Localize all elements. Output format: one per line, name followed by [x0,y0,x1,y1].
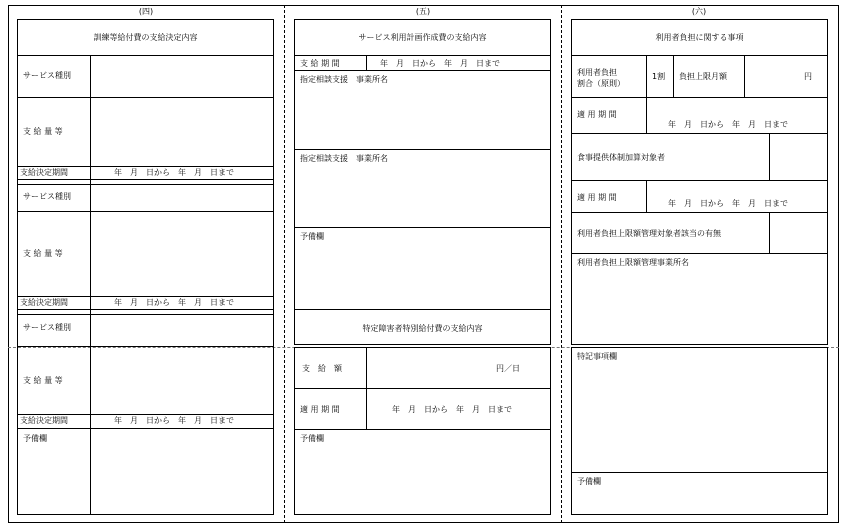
cap-management-label: 利用者負担上限額管理対象者該当の有無 [577,229,721,238]
payment-period-label: 支 給 期 間 [300,59,340,68]
yen-per-day: 円／日 [496,364,520,373]
apply-period-dates: 年 月 日から 年 月 日まで [668,199,788,208]
decision-period-label: 支給決定期間 [20,416,68,425]
consultation-office-label: 指定相談支援 事業所名 [300,75,388,84]
ratio-value: 1割 [652,72,666,81]
cap-management-office-label: 利用者負担上限額管理事業所名 [577,258,689,267]
consultation-office-label: 指定相談支援 事業所名 [300,154,388,163]
service-type-label: サービス種別 [23,192,71,201]
service-type-label: サービス種別 [23,323,71,332]
section-5-heading: サービス利用計画作成費の支給内容 [358,33,487,42]
ratio-label-2: 割合（原則） [577,79,625,88]
section-number-5: (五) [415,7,431,16]
section-4-heading: 訓練等給付費の支給決定内容 [93,33,198,42]
fold-line-left [284,5,285,523]
apply-period-label: 適 用 期 間 [300,405,340,414]
spare-label: 予備欄 [300,232,324,241]
payment-period-dates: 年 月 日から 年 月 日まで [380,59,500,68]
amount-label: 支 給 量 等 [23,249,63,258]
section-number-4: (四) [138,7,154,16]
apply-period-label: 適 用 期 間 [577,110,617,119]
fold-line-right [561,5,562,523]
apply-period-label: 適 用 期 間 [577,193,617,202]
ratio-label-1: 利用者負担 [577,68,617,77]
section-6-lower-table [571,347,828,515]
section-number-6: (六) [691,7,707,16]
spare-label: 予備欄 [300,434,324,443]
amount-label: 支 給 量 等 [23,376,63,385]
special-benefit-heading: 特定障害者特別給付費の支給内容 [362,324,483,333]
special-notes-label: 特記事項欄 [577,352,617,361]
decision-period-dates: 年 月 日から 年 月 日まで [114,416,234,425]
payment-amount-label: 支 給 額 [302,364,342,373]
decision-period-label: 支給決定期間 [20,168,68,177]
meal-provision-label: 食事提供体制加算対象者 [577,153,665,162]
spare-label: 予備欄 [23,434,47,443]
section-6-heading: 利用者負担に関する事項 [655,33,744,42]
decision-period-dates: 年 月 日から 年 月 日まで [114,298,234,307]
yen-unit: 円 [804,72,812,81]
apply-period-dates: 年 月 日から 年 月 日まで [392,405,512,414]
section-4-table [17,19,274,515]
decision-period-dates: 年 月 日から 年 月 日まで [114,168,234,177]
service-type-label: サービス種別 [23,71,71,80]
spare-label: 予備欄 [577,477,601,486]
amount-label: 支 給 量 等 [23,127,63,136]
monthly-cap-label: 負担上限月額 [679,72,727,81]
decision-period-label: 支給決定期間 [20,298,68,307]
apply-period-dates: 年 月 日から 年 月 日まで [668,120,788,129]
